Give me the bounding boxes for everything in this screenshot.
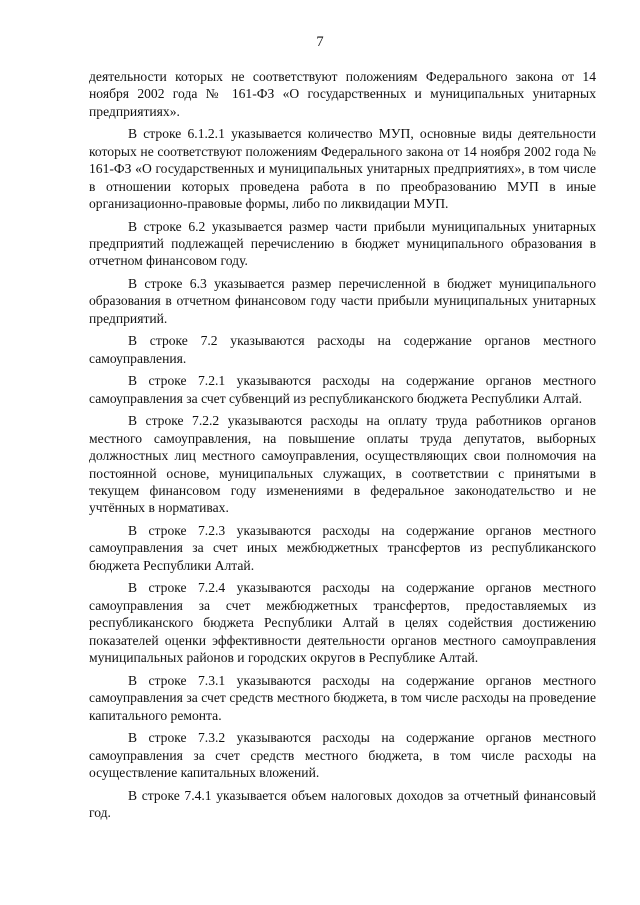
- paragraph-row-7-3-2: В строке 7.3.2 указываются расходы на содержание органов местного самоуправления за счет средств местного бюджета, в том числе расходы на осуществление капитальных вложений.: [89, 730, 596, 780]
- paragraph-row-7-2: В строке 7.2 указываются расходы на содержание органов местного самоуправления.: [89, 333, 596, 366]
- paragraph-row-6-1-2-1: В строке 6.1.2.1 указывается количество МУП, основные виды деятельности которых не соответствуют положениям Федерального закона от 14 ноября 2002 года № 161-ФЗ «О государственных и муниципальных унитарных предприятиях», в том числе в отношении которых проведена работа в по преобразованию МУП в иные организационно-правовые формы, либо по ликвидации МУП.: [89, 126, 596, 212]
- paragraph-row-6-2: В строке 6.2 указывается размер части прибыли муниципальных унитарных предприятий подлежащей перечислению в бюджет муниципального образования в отчетном финансовом году.: [89, 218, 596, 269]
- paragraph-row-6-3: В строке 6.3 указывается размер перечисленной в бюджет муниципального образования в отчетном финансовом году части прибыли муниципальных унитарных предприятий.: [89, 276, 596, 326]
- page-number: 7: [316, 34, 324, 50]
- paragraph-row-7-2-2: В строке 7.2.2 указываются расходы на оплату труда работников органов местного самоуправления, на повышение оплаты труда депутатов, выборных должностных лиц местного самоуправления, осуществляющих свои полномочия на постоянной основе, муниципальных служащих, в соответствии с принятыми в текущем финансовом году изменениями в федеральное законодательство и не учтённых в нормативах.: [89, 413, 596, 516]
- paragraph-row-7-2-4: В строке 7.2.4 указываются расходы на содержание органов местного самоуправления за счет межбюджетных трансфертов, предоставляемых из республиканского бюджета Республики Алтай в целях содействия достижению показателей оценки эффективности деятельности органов местного самоуправления муниципальных районов и городских округов в Республике Алтай.: [89, 580, 596, 666]
- document-body: [89, 68, 596, 827]
- paragraph-row-7-2-1: В строке 7.2.1 указываются расходы на содержание органов местного самоуправления за счет субвенций из республиканского бюджета Республики Алтай.: [89, 373, 596, 406]
- paragraph-continuation: деятельности которых не соответствуют положениям Федерального закона от 14 ноября 2002 года № 161-ФЗ «О государственных и муниципальных унитарных предприятиях».: [89, 69, 596, 119]
- paragraph-row-7-2-3: В строке 7.2.3 указываются расходы на содержание органов местного самоуправления за счет иных межбюджетных трансфертов из республиканского бюджета Республики Алтай.: [89, 523, 596, 573]
- paragraph-row-7-4-1: В строке 7.4.1 указывается объем налоговых доходов за отчетный финансовый год.: [89, 787, 596, 820]
- paragraph-row-7-3-1: В строке 7.3.1 указываются расходы на содержание органов местного самоуправления за счет средств местного бюджета, в том числе расходы на проведение капитального ремонта.: [89, 672, 596, 723]
